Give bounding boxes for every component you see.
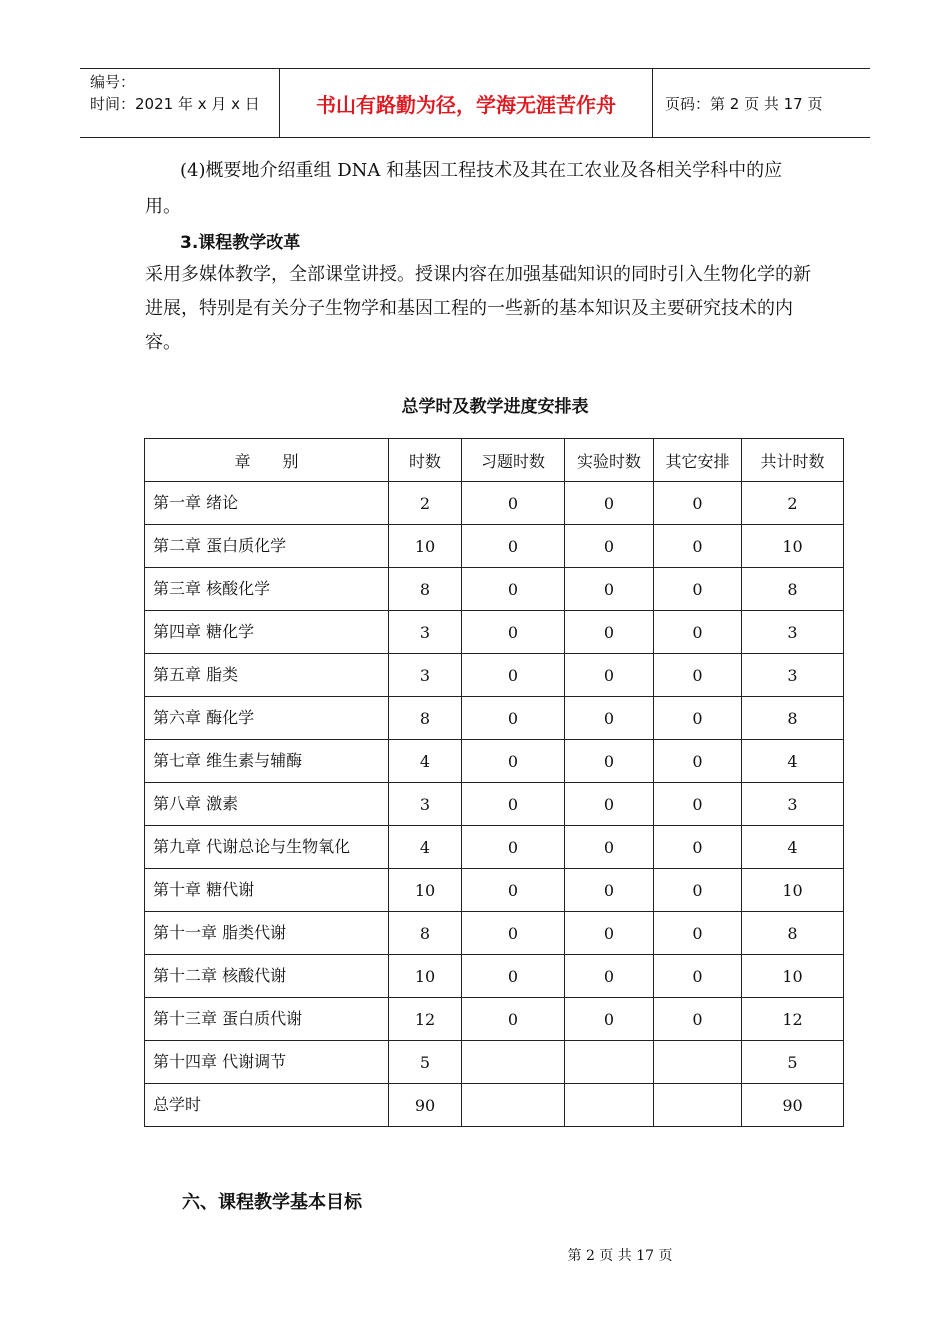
section6-title: 六、课程教学基本目标 xyxy=(182,1192,362,1213)
hours-cell: 0 xyxy=(654,525,742,568)
page-header xyxy=(80,68,870,138)
hours-cell: 10 xyxy=(389,955,462,998)
hours-cell: 0 xyxy=(654,611,742,654)
hours-cell: 0 xyxy=(654,783,742,826)
hours-cell: 8 xyxy=(742,568,844,611)
hours-cell: 4 xyxy=(389,740,462,783)
header-time: 时间：2021 年 x 月 x 日 xyxy=(90,95,260,113)
table-row xyxy=(145,525,844,568)
table-row xyxy=(145,1084,844,1127)
hours-cell: 0 xyxy=(462,826,565,869)
hours-cell: 0 xyxy=(654,955,742,998)
hours-cell: 2 xyxy=(389,482,462,525)
hours-cell: 0 xyxy=(654,568,742,611)
section3-title: 3.课程教学改革 xyxy=(180,233,301,253)
hours-cell: 0 xyxy=(654,912,742,955)
chapter-cell: 总学时 xyxy=(145,1084,389,1127)
page-footer: 第 2 页 共 17 页 xyxy=(567,1248,673,1264)
hours-cell: 0 xyxy=(654,826,742,869)
chapter-cell: 第六章 酶化学 xyxy=(145,697,389,740)
hours-cell: 0 xyxy=(565,568,654,611)
table-row xyxy=(145,1041,844,1084)
table-row xyxy=(145,568,844,611)
hours-cell: 3 xyxy=(742,654,844,697)
chapter-cell: 第八章 激素 xyxy=(145,783,389,826)
hours-cell: 0 xyxy=(565,826,654,869)
chapter-cell: 第三章 核酸化学 xyxy=(145,568,389,611)
hours-cell: 0 xyxy=(462,482,565,525)
header-motto: 书山有路勤为径，学海无涯苦作舟 xyxy=(280,69,653,137)
hours-cell: 0 xyxy=(654,654,742,697)
chapter-cell: 第十章 糖代谢 xyxy=(145,869,389,912)
chapter-cell: 第十四章 代谢调节 xyxy=(145,1041,389,1084)
hours-cell xyxy=(565,1041,654,1084)
hours-cell: 3 xyxy=(742,783,844,826)
hours-cell: 0 xyxy=(462,783,565,826)
hours-cell: 10 xyxy=(389,525,462,568)
hours-cell: 3 xyxy=(389,783,462,826)
table-row xyxy=(145,482,844,525)
hours-cell: 3 xyxy=(389,654,462,697)
hours-cell: 0 xyxy=(565,482,654,525)
hours-cell: 90 xyxy=(742,1084,844,1127)
chapter-cell: 第九章 代谢总论与生物氧化 xyxy=(145,826,389,869)
hours-cell: 8 xyxy=(742,697,844,740)
hours-cell: 0 xyxy=(462,697,565,740)
hours-cell: 12 xyxy=(389,998,462,1041)
section3-text: 采用多媒体教学，全部课堂讲授。授课内容在加强基础知识的同时引入生物化学的新进展，特别是有关分子生物学和基因工程的一些新的基本知识及主要研究技术的内容。 xyxy=(145,264,811,353)
table-row xyxy=(145,826,844,869)
hours-cell xyxy=(462,1041,565,1084)
item4-line1: (4)概要地介绍重组 DNA 和基因工程技术及其在工农业及各相关学科中的应 xyxy=(180,160,783,181)
hours-cell: 8 xyxy=(389,697,462,740)
hours-cell: 0 xyxy=(654,697,742,740)
hours-cell: 0 xyxy=(462,568,565,611)
hours-cell: 4 xyxy=(742,826,844,869)
table-row xyxy=(145,912,844,955)
table-row xyxy=(145,654,844,697)
chapter-cell: 第四章 糖化学 xyxy=(145,611,389,654)
hours-cell: 0 xyxy=(565,783,654,826)
hours-cell: 0 xyxy=(462,611,565,654)
hours-cell: 10 xyxy=(389,869,462,912)
hours-cell: 8 xyxy=(389,568,462,611)
hours-cell: 0 xyxy=(462,525,565,568)
header-meta xyxy=(80,69,280,137)
hours-cell: 90 xyxy=(389,1084,462,1127)
chapter-cell: 第二章 蛋白质化学 xyxy=(145,525,389,568)
table-row xyxy=(145,783,844,826)
item4-line2: 用。 xyxy=(145,196,181,217)
hours-cell: 0 xyxy=(462,998,565,1041)
hours-cell: 0 xyxy=(654,482,742,525)
hours-cell: 0 xyxy=(565,869,654,912)
hours-cell: 0 xyxy=(654,740,742,783)
table-header-cell: 习题时数 xyxy=(462,439,565,482)
hours-cell: 0 xyxy=(654,869,742,912)
schedule-table xyxy=(144,438,844,1127)
hours-cell: 10 xyxy=(742,869,844,912)
hours-cell: 0 xyxy=(462,654,565,697)
hours-cell: 0 xyxy=(462,740,565,783)
hours-cell xyxy=(654,1041,742,1084)
header-number: 编号： xyxy=(90,73,136,91)
table-body xyxy=(145,482,844,1127)
hours-cell: 0 xyxy=(462,912,565,955)
hours-cell xyxy=(462,1084,565,1127)
hours-cell: 0 xyxy=(565,740,654,783)
hours-cell: 0 xyxy=(565,611,654,654)
table-header-cell: 共计时数 xyxy=(742,439,844,482)
chapter-cell: 第七章 维生素与辅酶 xyxy=(145,740,389,783)
table-header-cell: 时数 xyxy=(389,439,462,482)
hours-cell: 0 xyxy=(565,998,654,1041)
table-row xyxy=(145,697,844,740)
hours-cell: 3 xyxy=(389,611,462,654)
hours-cell: 0 xyxy=(565,525,654,568)
hours-cell: 4 xyxy=(389,826,462,869)
hours-cell: 0 xyxy=(654,998,742,1041)
hours-cell: 5 xyxy=(389,1041,462,1084)
chapter-cell: 第一章 绪论 xyxy=(145,482,389,525)
hours-cell: 2 xyxy=(742,482,844,525)
table-header-cell: 章 别 xyxy=(145,439,389,482)
table-header-cell: 实验时数 xyxy=(565,439,654,482)
hours-cell: 10 xyxy=(742,525,844,568)
hours-cell: 4 xyxy=(742,740,844,783)
hours-cell: 0 xyxy=(462,955,565,998)
table-row xyxy=(145,869,844,912)
header-page-info: 页码：第 2 页 共 17 页 xyxy=(665,94,823,113)
hours-cell: 0 xyxy=(565,697,654,740)
chapter-cell: 第十二章 核酸代谢 xyxy=(145,955,389,998)
hours-cell xyxy=(654,1084,742,1127)
hours-cell: 12 xyxy=(742,998,844,1041)
chapter-cell: 第十一章 脂类代谢 xyxy=(145,912,389,955)
table-title: 总学时及教学进度安排表 xyxy=(401,397,589,417)
hours-cell: 0 xyxy=(565,955,654,998)
hours-cell xyxy=(565,1084,654,1127)
hours-cell: 5 xyxy=(742,1041,844,1084)
hours-cell: 0 xyxy=(565,654,654,697)
table-row xyxy=(145,998,844,1041)
hours-cell: 3 xyxy=(742,611,844,654)
hours-cell: 8 xyxy=(742,912,844,955)
hours-cell: 0 xyxy=(565,912,654,955)
chapter-cell: 第五章 脂类 xyxy=(145,654,389,697)
table-row xyxy=(145,611,844,654)
table-row xyxy=(145,740,844,783)
hours-cell: 10 xyxy=(742,955,844,998)
table-header-row xyxy=(145,439,844,482)
table-row xyxy=(145,955,844,998)
hours-cell: 8 xyxy=(389,912,462,955)
chapter-cell: 第十三章 蛋白质代谢 xyxy=(145,998,389,1041)
hours-cell: 0 xyxy=(462,869,565,912)
table-header-cell: 其它安排 xyxy=(654,439,742,482)
